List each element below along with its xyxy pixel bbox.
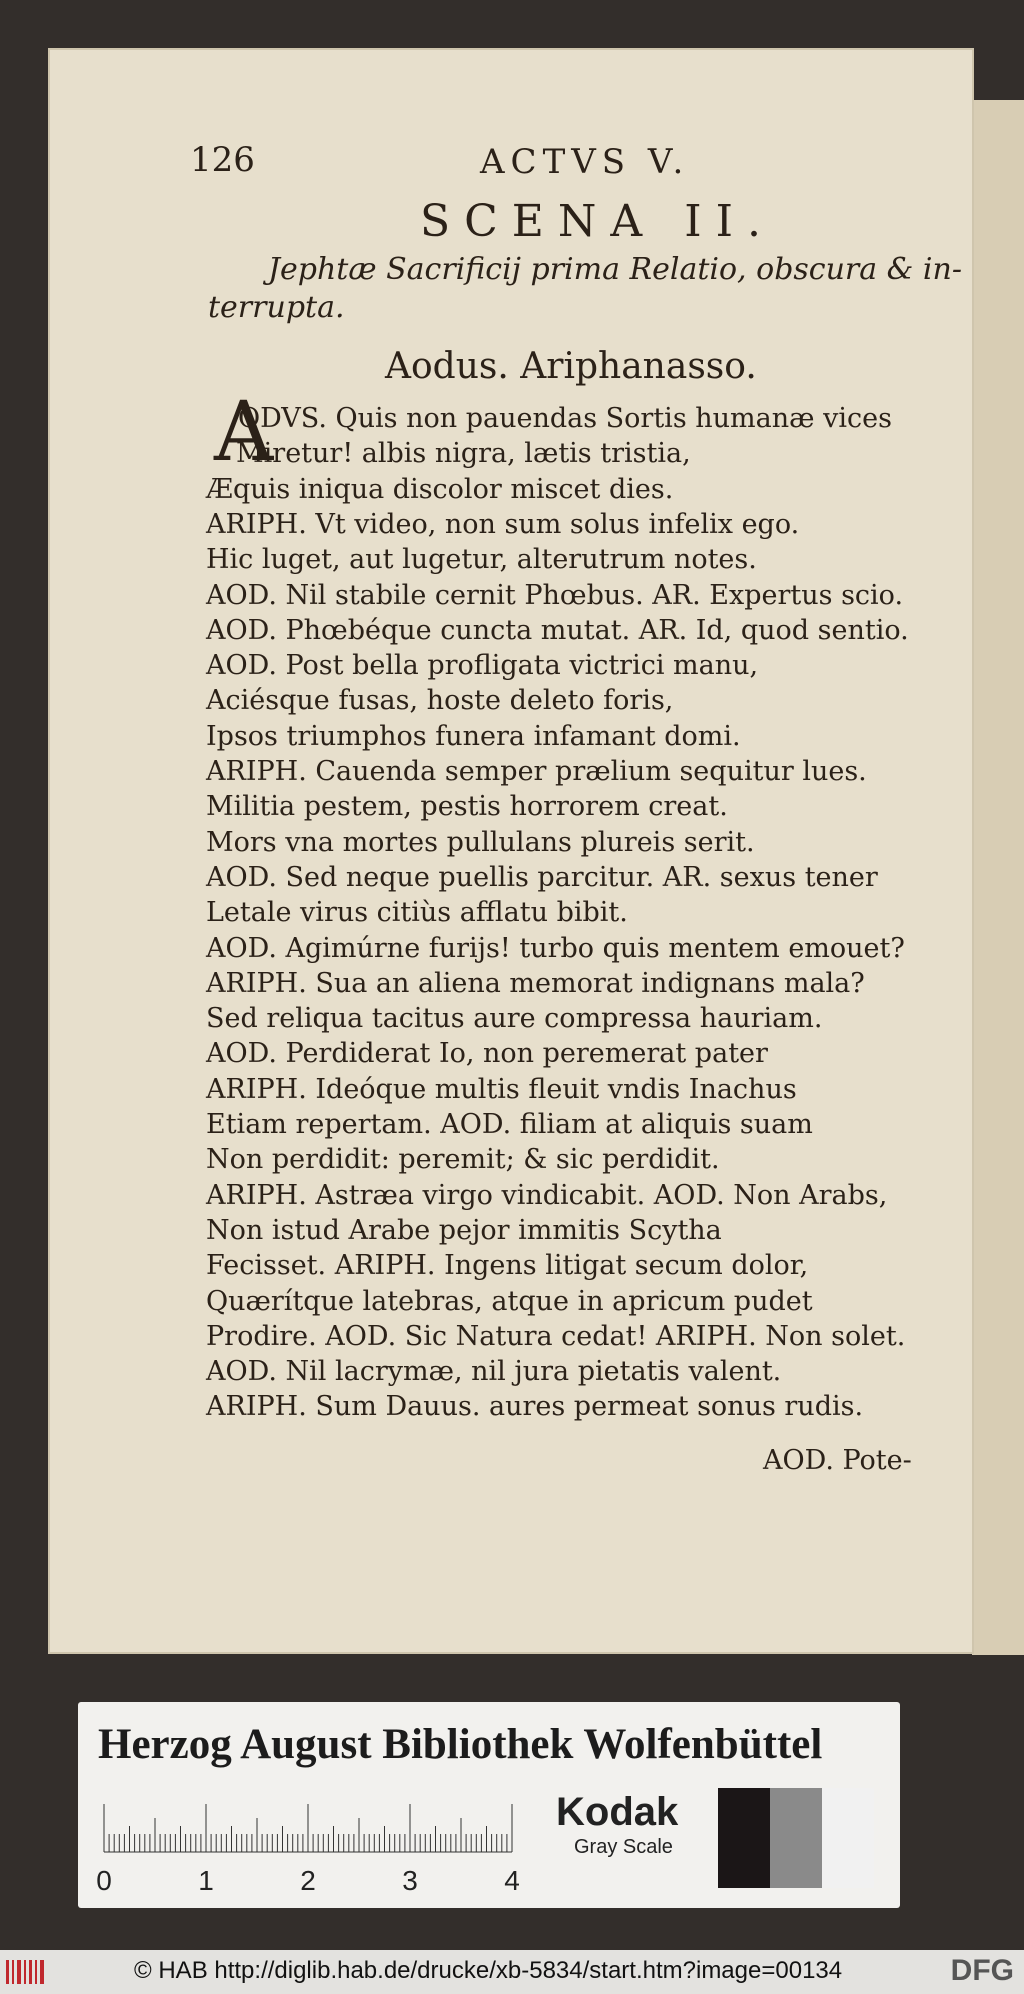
page-number: 126 [190, 140, 255, 180]
verse-line: AOD. Nil stabile cernit Phœbus. AR. Expertus scio. [206, 579, 904, 611]
ruler-number: 3 [402, 1865, 418, 1896]
catchword: AOD. Pote- [763, 1445, 912, 1476]
verse-line: ARIPH. Cauenda semper prælium sequitur lues. [206, 756, 867, 787]
verse-line: Ipsos triumphos funera infamant domi. [206, 720, 741, 752]
verse-line: Non istud Arabe pejor immitis Scytha [206, 1214, 722, 1246]
verse-line: Æquis iniqua discolor miscet dies. [206, 473, 674, 505]
verse-line: ARIPH. Vt video, non sum solus infelix ego. [206, 508, 800, 540]
verse-line: AOD. Sed neque puellis parcitur. AR. sexus tener [206, 861, 878, 893]
verse-line: Miretur! albis nigra, lætis tristia, [236, 438, 691, 470]
kodak-logo: Kodak [556, 1790, 679, 1834]
verse-line: Etiam repertam. AOD. filiam at aliquis suam [206, 1109, 813, 1140]
verse-line: ARIPH. Astræa virgo vindicabit. AOD. Non Arabs, [206, 1179, 888, 1211]
hab-barcode-icon [6, 1960, 46, 1984]
footer-bar [0, 1950, 1024, 1994]
scene-subtitle-line-2: terrupta. [208, 290, 345, 325]
ruler-number: 1 [198, 1865, 214, 1896]
verse-line: Letale virus citiùs afflatu bibit. [206, 897, 628, 929]
measurement-ruler [96, 1790, 520, 1900]
ruler-number: 0 [96, 1865, 112, 1896]
verse-line: AOD. Agimúrne furijs! turbo quis mentem emouet? [206, 932, 905, 964]
dfg-logo: DFG [950, 1954, 1014, 1987]
verse-line: ARIPH. Sum Dauus. aures permeat sonus rudis. [206, 1391, 864, 1423]
verse-line: Non perdidit: peremit; & sic perdidit. [206, 1144, 720, 1176]
facing-page-edge [972, 100, 1024, 1655]
verse-line: AOD. Post bella profligata victrici manu, [206, 650, 759, 682]
act-title: ACTVS V. [480, 142, 690, 182]
verse-line: AOD. Phœbéque cuncta mutat. AR. Id, quod sentio. [206, 614, 909, 646]
ruler-number: 4 [504, 1865, 520, 1896]
drop-cap: A [214, 385, 274, 480]
verse-line: Prodire. AOD. Sic Natura cedat! ARIPH. Non solet. [206, 1320, 906, 1352]
verse-line: ARIPH. Ideóque multis fleuit vndis Inachus [206, 1073, 797, 1105]
verse-line: Fecisset. ARIPH. Ingens litigat secum dolor, [206, 1250, 809, 1282]
verse-line: Sed reliqua tacitus aure compressa hauriam. [206, 1003, 823, 1035]
ruler-number: 2 [300, 1865, 316, 1896]
verse-line: AOD. Nil lacrymæ, nil jura pietatis valent. [206, 1356, 782, 1388]
verse-line: AOD. Perdiderat Io, non peremerat pater [206, 1038, 768, 1070]
verse-line: Hic luget, aut lugetur, alterutrum notes. [206, 544, 757, 576]
verse-line: ARIPH. Sua an aliena memorat indignans mala? [206, 967, 865, 999]
verse-line: Aciésque fusas, hoste deleto foris, [206, 685, 674, 717]
library-label-card [78, 1702, 900, 1908]
verse-line: Quærítque latebras, atque in apricum pudet [206, 1285, 813, 1317]
verse-line: Mors vna mortes pullulans plureis serit. [206, 826, 755, 858]
library-name: Herzog August Bibliothek Wolfenbüttel [98, 1721, 823, 1768]
gray-swatch-mid [770, 1788, 822, 1888]
gray-scale-label: Gray Scale [574, 1836, 673, 1858]
copyright-link[interactable]: © HAB http://diglib.hab.de/drucke/xb-5834/start.htm?image=00134 [134, 1957, 843, 1984]
dramatis-personae: Aodus. Ariphanasso. [385, 346, 757, 387]
verse-line: ODVS. Quis non pauendas Sortis humanæ vices [238, 403, 892, 434]
verse-line: Militia pestem, pestis horrorem creat. [206, 791, 728, 823]
gray-swatch-light [822, 1788, 874, 1888]
scene-title: SCENA II. [420, 196, 775, 247]
scene-subtitle-line-1: Jephtæ Sacrificij prima Relatio, obscura & in- [268, 252, 962, 287]
gray-swatch-dark [718, 1788, 770, 1888]
